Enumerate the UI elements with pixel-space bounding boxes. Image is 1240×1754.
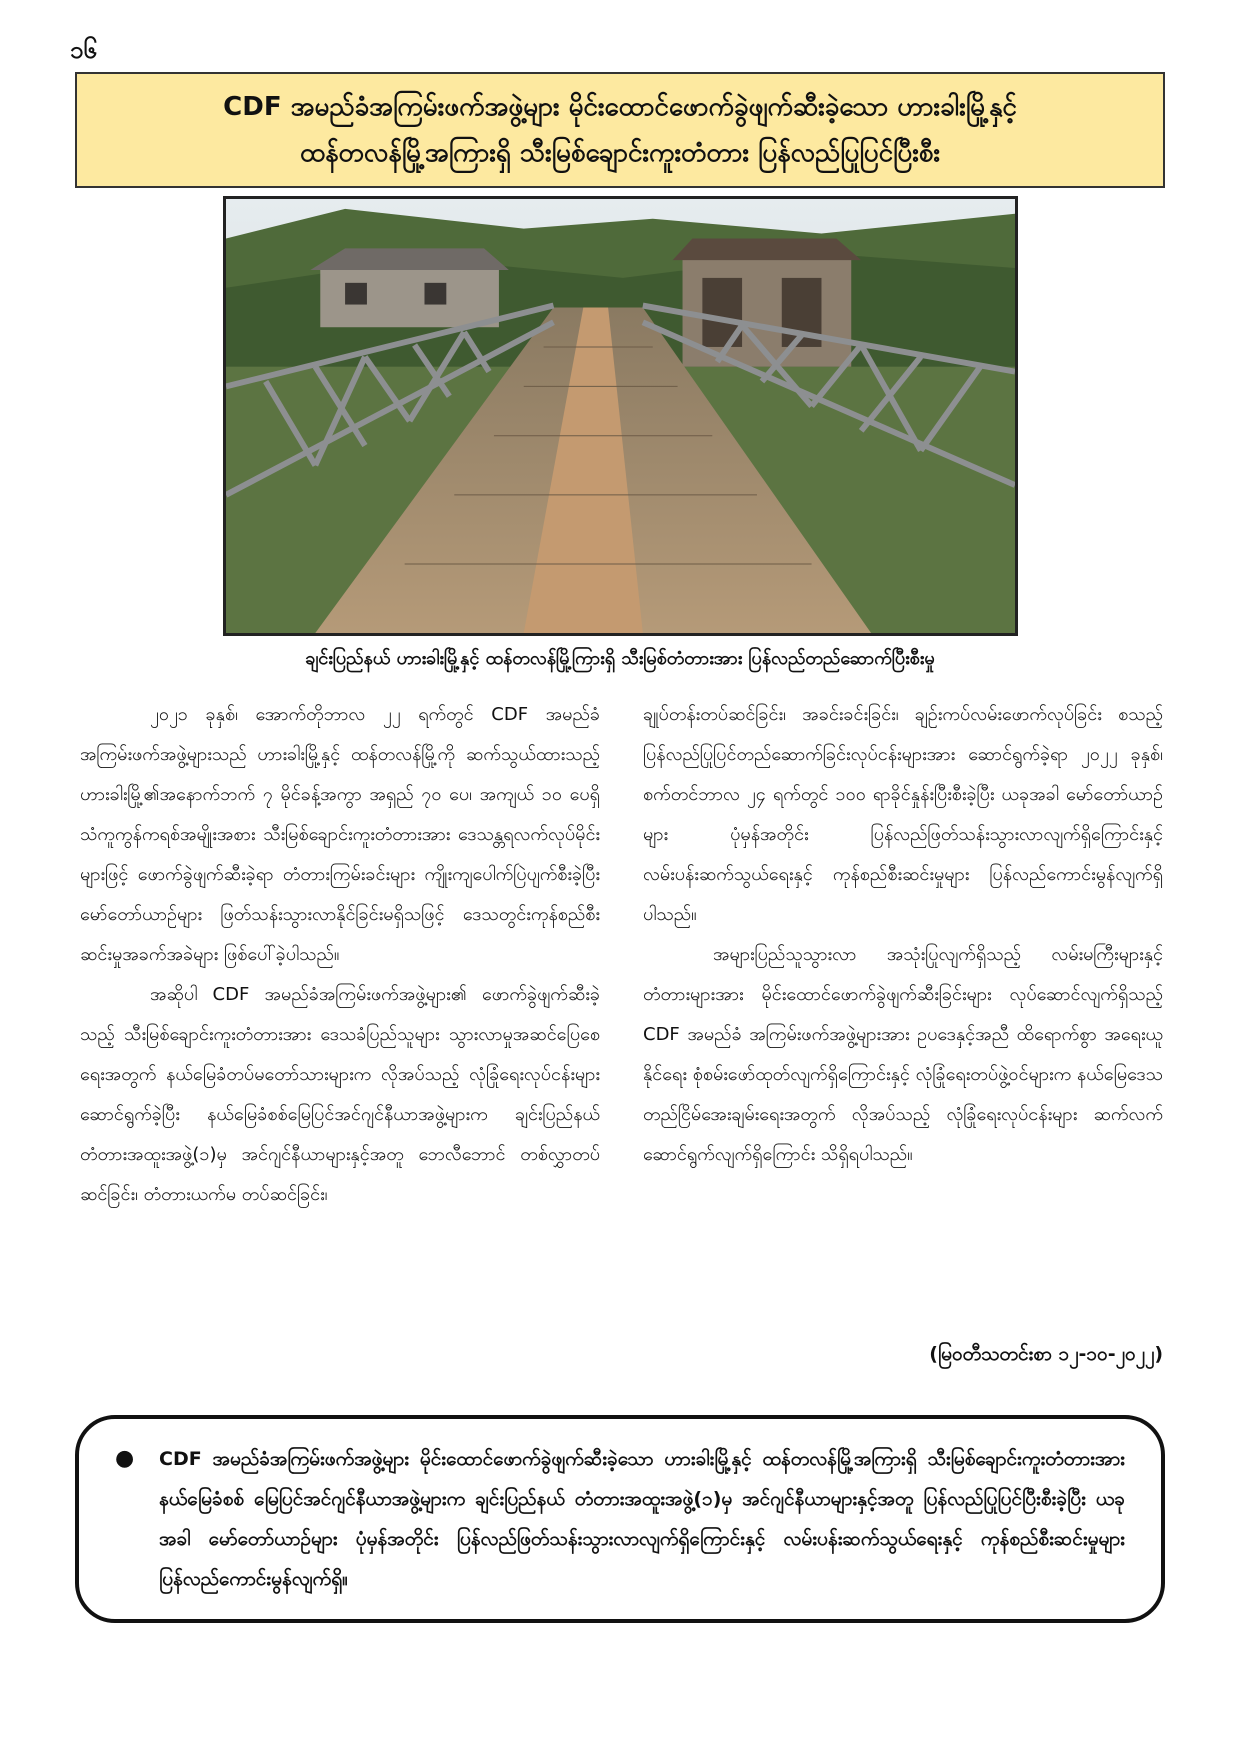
summary-text: CDF အမည်ခံအကြမ်းဖက်အဖွဲ့များ မိုင်းထောင်ဖောက်ခွဲဖျက်ဆီးခဲ့သော ဟားခါးမြို့နှင့် ထန်တလန်မြို့အကြားရှိ သီးမြစ်ချောင်းကူးတံတားအား နယ်မြေခံစစ် မြေပြင်အင်ဂျင်နီယာအဖွဲ့များက ချင်းပြည်နယ် တံတားအထူးအဖွဲ့(၁)မှ အင်ဂျင်နီယာများနှင့်အတူ ပြန်လည်ပြုပြင်ပြီးစီးခဲ့ပြီး ယခုအခါ မော်တော်ယာဉ်များ ပုံမှန်အတိုင်း ပြန်လည်ဖြတ်သန်းသွားလာလျက်ရှိကြောင်းနှင့် လမ်းပန်းဆက်သွယ်ရေးနှင့် ကုန်စည်စီးဆင်းမှုများ ပြန်လည်ကောင်းမွန်လျက်ရှိ။ (159, 1448, 1125, 1590)
headline-line-2: ထန်တလန်မြို့အကြားရှိ သီးမြစ်ချောင်းကူးတံတား ပြန်လည်ပြုပြင်ပြီးစီး (299, 138, 941, 168)
summary-box (75, 1415, 1165, 1623)
photo-caption: ချင်းပြည်နယ် ဟားခါးမြို့နှင့် ထန်တလန်မြို့ကြားရှိ သီးမြစ်တံတားအား ပြန်လည်တည်ဆောက်ပြီးစီးမှု (305, 648, 935, 669)
bridge-photo (223, 196, 1018, 636)
headline-line-1: CDF အမည်ခံအကြမ်းဖက်အဖွဲ့များ မိုင်းထောင်ဖောက်ခွဲဖျက်ဆီးခဲ့သော ဟားခါးမြို့နှင့် (223, 92, 1017, 122)
article-column-left (80, 695, 600, 1215)
article-paragraph-2: အဆိုပါ CDF အမည်ခံအကြမ်းဖက်အဖွဲ့များ၏ ဖောက်ခွဲဖျက်ဆီးခဲ့သည့် သီးမြစ်ချောင်းကူးတံတားအား ဒေသခံပြည်သူများ သွားလာမှုအဆင်ပြေစေရေးအတွက် နယ်မြေခံတပ်မတော်သားများက လိုအပ်သည့် လုံခြုံရေးလုပ်ငန်းများ ဆောင်ရွက်ခဲ့ပြီး နယ်မြေခံစစ်မြေပြင်အင်ဂျင်နီယာအဖွဲ့များက ချင်းပြည်နယ် တံတားအထူးအဖွဲ့(၁)မှ အင်ဂျင်နီယာများနှင့်အတူ ဘေလီဘောင် တစ်လွှာတပ်ဆင်ခြင်း၊ တံတားယက်မ တပ်ဆင်ခြင်း၊ (80, 984, 600, 1205)
article-paragraph-3: အများပြည်သူသွားလာ အသုံးပြုလျက်ရှိသည့် လမ်းမကြီးများနှင့် တံတားများအား မိုင်းထောင်ဖောက်ခွဲဖျက်ဆီးခြင်းများ လုပ်ဆောင်လျက်ရှိသည့် CDF အမည်ခံ အကြမ်းဖက်အဖွဲ့များအား ဥပဒေနှင့်အညီ ထိရောက်စွာ အရေးယူနိုင်ရေး စုံစမ်းဖော်ထုတ်လျက်ရှိကြောင်းနှင့် လုံခြုံရေးတပ်ဖွဲ့ဝင်များက နယ်မြေဒေသတည်ငြိမ်အေးချမ်းရေးအတွက် လိုအပ်သည့် လုံခြုံရေးလုပ်ငန်းများ ဆက်လက်ဆောင်ရွက်လျက်ရှိကြောင်း သိရှိရပါသည်။ (643, 944, 1163, 1165)
page-number: ၁၆ (70, 36, 97, 64)
article-paragraph-1: ၂၀၂၁ ခုနှစ်၊ အောက်တိုဘာလ ၂၂ ရက်တွင် CDF အမည်ခံအကြမ်းဖက်အဖွဲ့များသည် ဟားခါးမြို့နှင့် ထန်တလန်မြို့ကို ဆက်သွယ်ထားသည့် ဟားခါးမြို့၏အနောက်ဘက် ၇ မိုင်ခန့်အကွာ အရှည် ၇၀ ပေ၊ အကျယ် ၁၀ ပေရှိ သံကူကွန်ကရစ်အမျိုးအစား သီးမြစ်ချောင်းကူးတံတားအား ဒေသန္တရလက်လုပ်မိုင်းများဖြင့် ဖောက်ခွဲဖျက်ဆီးခဲ့ရာ တံတားကြမ်းခင်းများ ကျိုးကျပေါက်ပြဲပျက်စီးခဲ့ပြီး မော်တော်ယာဉ်များ ဖြတ်သန်းသွားလာနိုင်ခြင်းမရှိသဖြင့် ဒေသတွင်းကုန်စည်စီးဆင်းမှုအခက်အခဲများ ဖြစ်ပေါ်ခဲ့ပါသည်။ (80, 704, 600, 965)
source-citation: (မြဝတီသတင်းစာ ၁၂-၁၀-၂၀၂၂) (929, 1343, 1163, 1365)
bullet-icon: ● (115, 1446, 135, 1471)
article-paragraph-2-continued: ချုပ်တန်းတပ်ဆင်ခြင်း၊ အခင်းခင်းခြင်း၊ ချဉ်းကပ်လမ်းဖောက်လုပ်ခြင်း စသည့် ပြန်လည်ပြုပြင်တည်ဆောက်ခြင်းလုပ်ငန်းများအား ဆောင်ရွက်ခဲ့ရာ ၂၀၂၂ ခုနှစ်၊ စက်တင်ဘာလ ၂၄ ရက်တွင် ၁၀၀ ရာခိုင်နှုန်းပြီးစီးခဲ့ပြီး ယခုအခါ မော်တော်ယာဉ်များ ပုံမှန်အတိုင်း ပြန်လည်ဖြတ်သန်းသွားလာလျက်ရှိကြောင်းနှင့် လမ်းပန်းဆက်သွယ်ရေးနှင့် ကုန်စည်စီးဆင်းမှုများ ပြန်လည်ကောင်းမွန်လျက်ရှိပါသည်။ (643, 704, 1163, 925)
summary-item (115, 1439, 1125, 1599)
headline-box (75, 72, 1165, 188)
article-column-right (643, 695, 1163, 1175)
